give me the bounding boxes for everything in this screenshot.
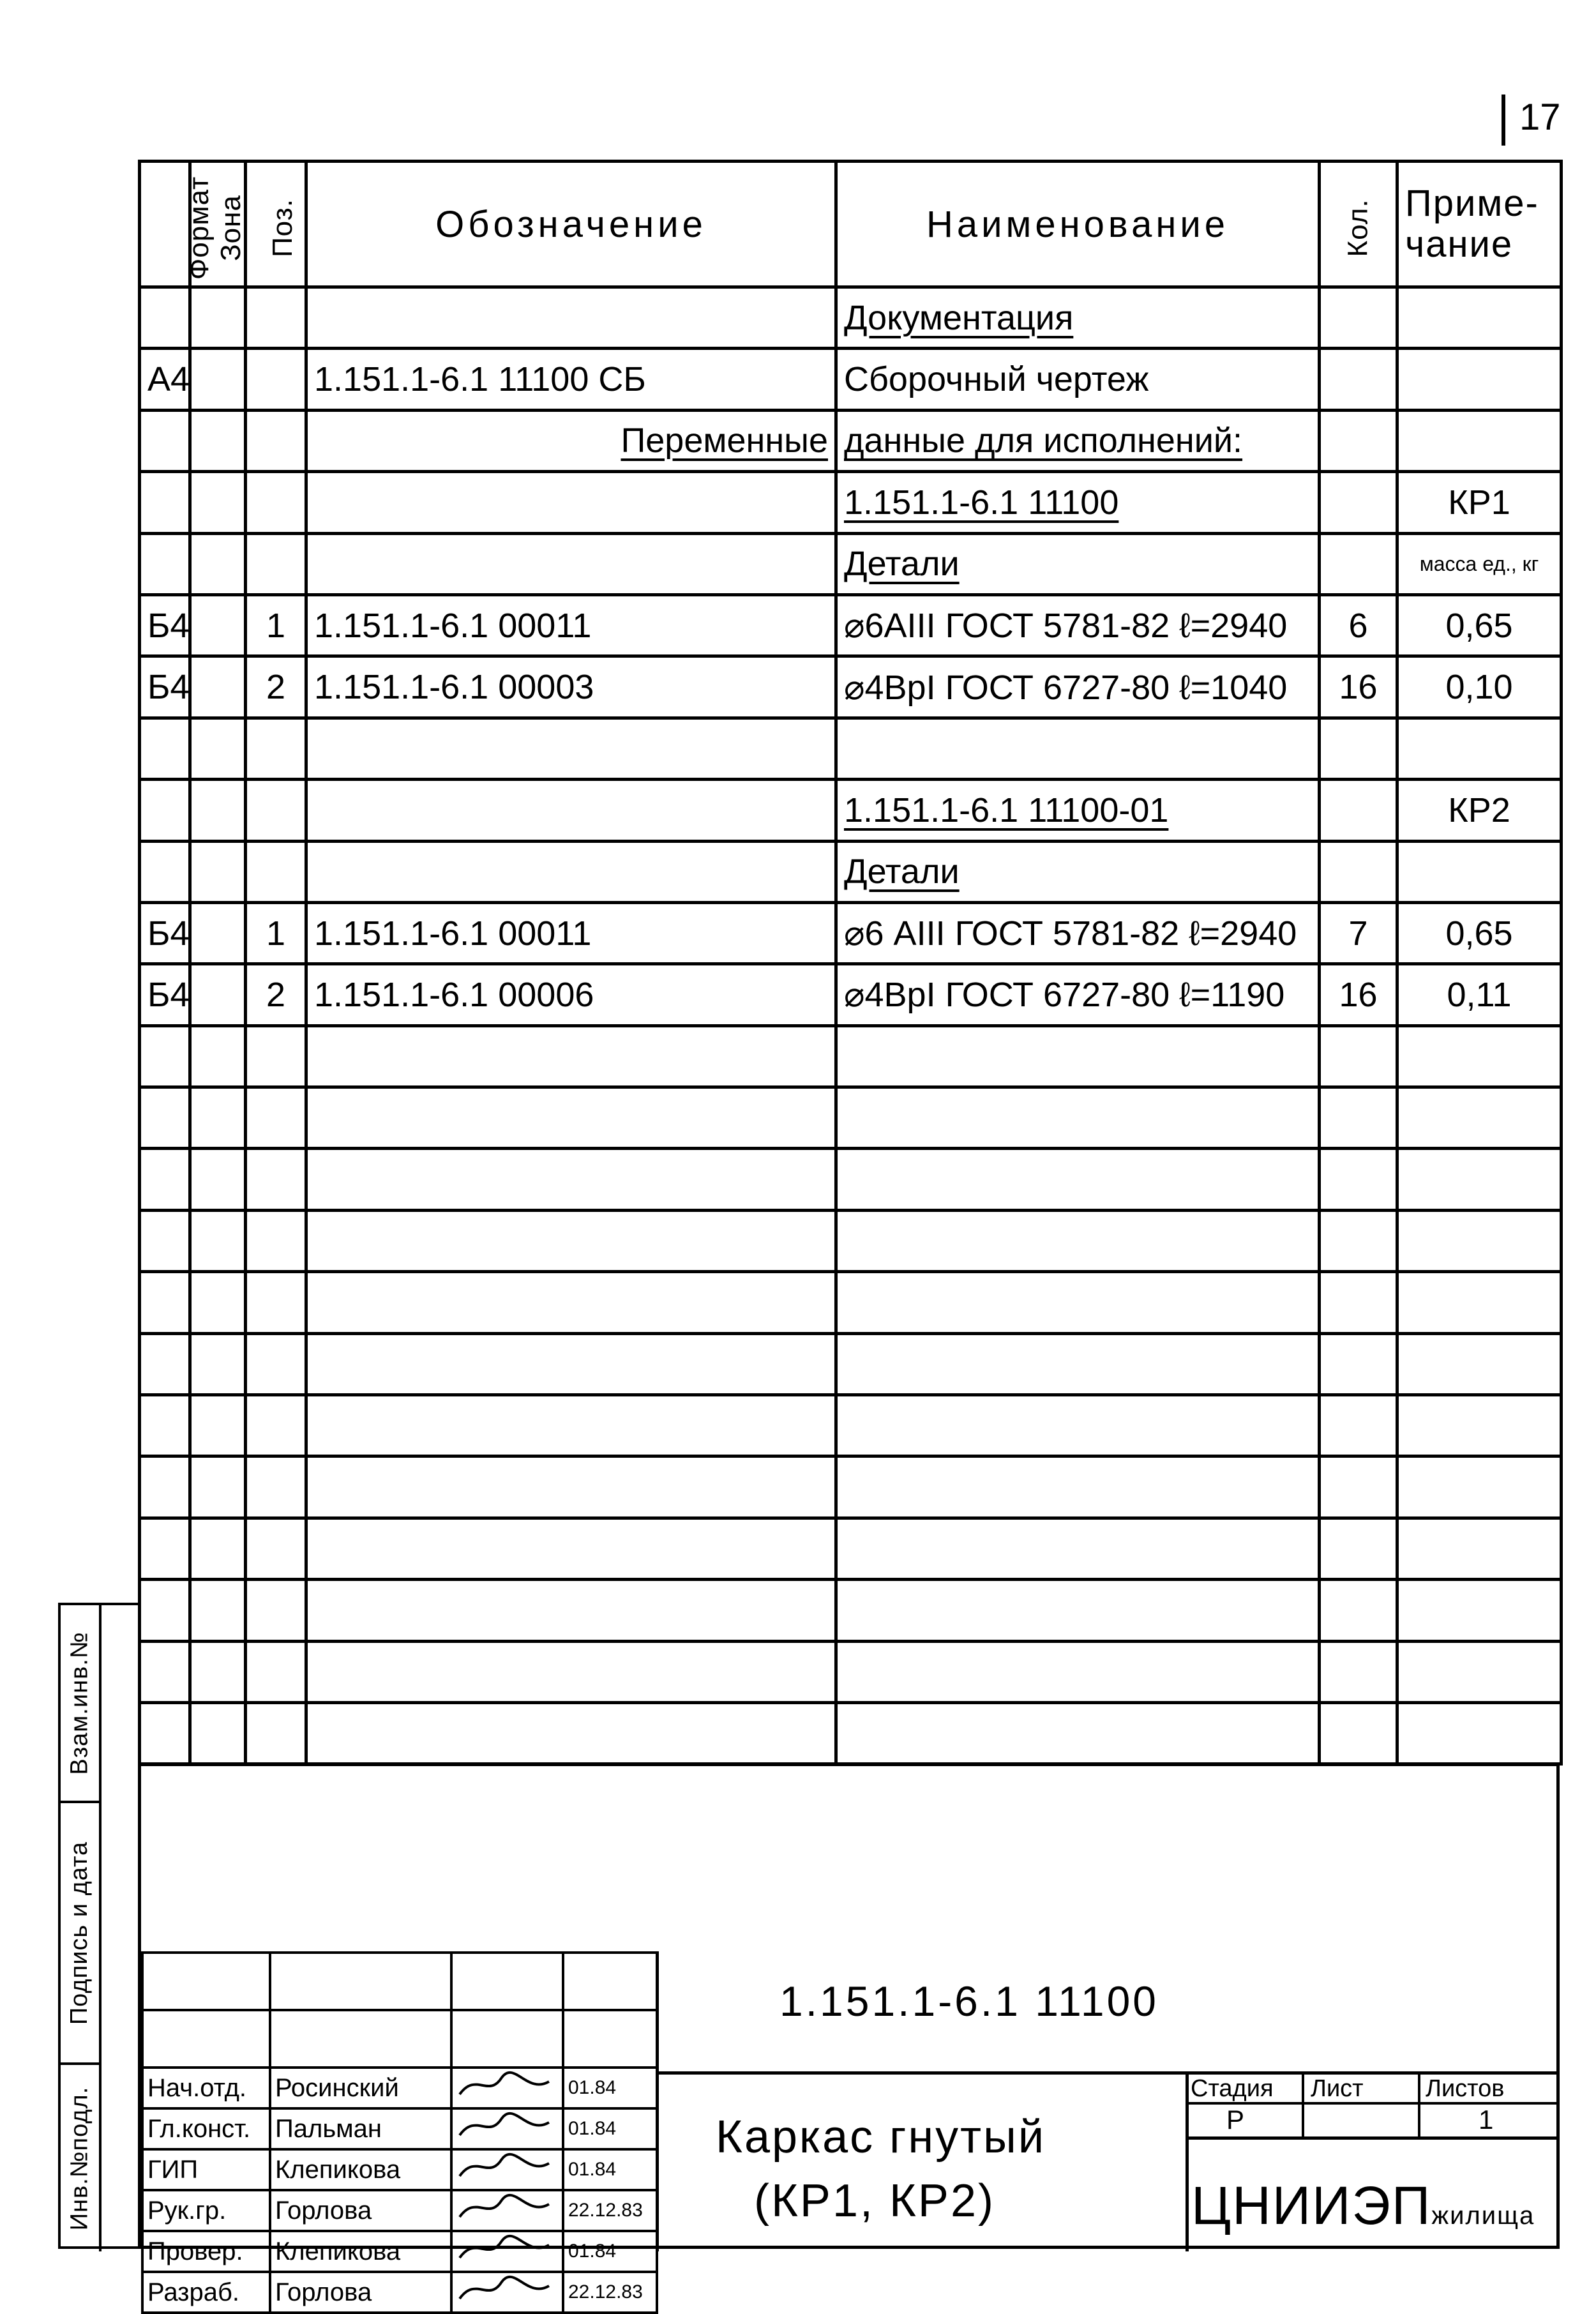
side-replaced-inv-label: Взам.инв.№ — [66, 1631, 93, 1775]
signature — [451, 2108, 563, 2149]
cell-empty — [1397, 1333, 1562, 1395]
cell-empty — [836, 1272, 1320, 1333]
signer-role: Гл.конст. — [142, 2108, 270, 2149]
cell-format — [140, 472, 190, 533]
cell-qty — [1320, 349, 1397, 410]
cell-empty — [1397, 1087, 1562, 1149]
table-row — [140, 533, 1562, 594]
cell-designation: 1.151.1-6.1 11100 СБ — [306, 349, 836, 410]
signer-row — [142, 2149, 657, 2190]
cell-empty — [836, 1087, 1320, 1149]
header-pos — [246, 162, 306, 287]
cell-empty — [190, 1333, 246, 1395]
table-row — [140, 349, 1562, 410]
cell-zone — [190, 349, 246, 410]
signer-role: Рук.гр. — [142, 2190, 270, 2231]
signer-date: 01.84 — [563, 2108, 657, 2149]
cell-empty — [1320, 1272, 1397, 1333]
stage-label: Стадия — [1191, 2075, 1274, 2102]
side-replaced-inv — [61, 1605, 99, 1803]
cell-zone — [190, 656, 246, 718]
signer-date: 22.12.83 — [563, 2190, 657, 2231]
cell-empty — [836, 1025, 1320, 1087]
cell-name: Сборочный чертеж — [836, 349, 1320, 410]
cell-format — [140, 533, 190, 594]
empty-row — [140, 1518, 1562, 1579]
page-number: 17 — [1519, 96, 1561, 138]
cell-format — [140, 287, 190, 349]
cell-designation: 1.151.1-6.1 00011 — [306, 902, 836, 964]
cell-empty — [246, 1456, 306, 1518]
signature — [451, 2231, 563, 2272]
cell-empty — [140, 1210, 190, 1271]
page-number-divider — [1502, 95, 1505, 146]
cell-empty — [1320, 1333, 1397, 1395]
cell-empty — [836, 1641, 1320, 1702]
signature-scribble — [456, 2069, 552, 2101]
header-pos-label: Поз. — [267, 198, 298, 257]
table-row — [140, 841, 1562, 902]
cell-note: КР1 — [1397, 472, 1562, 533]
cell-empty — [190, 1456, 246, 1518]
signature — [451, 2068, 563, 2108]
cell-note: 0,65 — [1397, 902, 1562, 964]
cell-empty — [1320, 1087, 1397, 1149]
cell-designation — [306, 841, 836, 902]
cell-note: 0,65 — [1397, 594, 1562, 656]
signature-scribble — [456, 2191, 552, 2223]
stage-divider — [1186, 2071, 1189, 2251]
sheet-label: Лист — [1311, 2075, 1364, 2102]
signer-date: 01.84 — [563, 2149, 657, 2190]
cell-qty: 7 — [1320, 902, 1397, 964]
empty-row — [140, 1272, 1562, 1333]
header-zone-label: Зона — [215, 194, 246, 261]
empty-row — [140, 1210, 1562, 1271]
cell-pos — [246, 780, 306, 841]
cell-designation: 1.151.1-6.1 00003 — [306, 656, 836, 718]
header-qty-label: Кол. — [1342, 198, 1374, 257]
cell-pos — [246, 472, 306, 533]
cell-pos — [246, 349, 306, 410]
cell-empty — [306, 1702, 836, 1764]
document-title-line1: Каркас гнутый — [716, 2112, 1046, 2163]
cell-empty — [140, 1025, 190, 1087]
cell-note — [1397, 841, 1562, 902]
specification-table — [138, 160, 1563, 1766]
document-code: 1.151.1-6.1 11100 — [779, 1977, 1159, 2025]
cell-empty — [1320, 1702, 1397, 1764]
cell-zone — [190, 472, 246, 533]
signer-role: Нач.отд. — [142, 2068, 270, 2108]
cell-pos: 1 — [246, 902, 306, 964]
cell-pos — [246, 410, 306, 471]
cell-name: Документация — [836, 287, 1320, 349]
cell-designation — [306, 287, 836, 349]
signer-row — [142, 2231, 657, 2272]
cell-empty — [246, 1395, 306, 1456]
cell-name: ⌀4ВрI ГОСТ 6727-80 ℓ=1190 — [836, 964, 1320, 1025]
cell-empty — [836, 1395, 1320, 1456]
cell-name: данные для исполнений: — [836, 410, 1320, 471]
cell-empty — [140, 1087, 190, 1149]
table-row — [140, 718, 1562, 779]
cell-empty — [140, 1149, 190, 1210]
cell-pos: 2 — [246, 656, 306, 718]
cell-zone — [190, 718, 246, 779]
stage-col-line — [1418, 2071, 1420, 2138]
table-row — [140, 287, 1562, 349]
cell-empty — [1320, 1641, 1397, 1702]
cell-empty — [1397, 1518, 1562, 1579]
cell-qty — [1320, 841, 1397, 902]
cell-format: Б4 — [140, 656, 190, 718]
cell-designation — [306, 472, 836, 533]
cell-empty — [1397, 1702, 1562, 1764]
cell-qty: 6 — [1320, 594, 1397, 656]
table-header — [140, 162, 1562, 287]
cell-empty — [190, 1272, 246, 1333]
signature-table — [141, 1951, 658, 2314]
cell-format: Б4 — [140, 594, 190, 656]
cell-qty: 16 — [1320, 964, 1397, 1025]
sheets-value: 1 — [1479, 2105, 1494, 2135]
cell-qty: 16 — [1320, 656, 1397, 718]
cell-empty — [1397, 1395, 1562, 1456]
table-row — [140, 594, 1562, 656]
cell-designation: 1.151.1-6.1 00011 — [306, 594, 836, 656]
cell-zone — [190, 841, 246, 902]
cell-name: Детали — [836, 841, 1320, 902]
cell-name: ⌀6 АIII ГОСТ 5781-82 ℓ=2940 — [836, 902, 1320, 964]
header-designation: Обозначение — [306, 162, 836, 287]
cell-empty — [306, 1210, 836, 1271]
sheets-label: Листов — [1426, 2075, 1505, 2102]
cell-empty — [836, 1149, 1320, 1210]
cell-empty — [1397, 1210, 1562, 1271]
side-divider — [99, 1605, 102, 2251]
cell-note: масса ед., кг — [1397, 533, 1562, 594]
cell-format: Б4 — [140, 964, 190, 1025]
cell-note — [1397, 287, 1562, 349]
cell-empty — [246, 1702, 306, 1764]
signer-name: Клепикова — [270, 2149, 451, 2190]
cell-qty — [1320, 718, 1397, 779]
cell-empty — [190, 1025, 246, 1087]
cell-empty — [246, 1518, 306, 1579]
header-qty — [1320, 162, 1397, 287]
table-row — [140, 780, 1562, 841]
cell-designation — [306, 533, 836, 594]
table-row — [140, 410, 1562, 471]
cell-pos — [246, 287, 306, 349]
title-divider-h — [656, 2071, 1560, 2075]
cell-empty — [246, 1641, 306, 1702]
cell-name: 1.151.1-6.1 11100 — [836, 472, 1320, 533]
cell-designation: 1.151.1-6.1 00006 — [306, 964, 836, 1025]
cell-pos — [246, 841, 306, 902]
empty-row — [140, 1087, 1562, 1149]
signature-scribble — [456, 2232, 552, 2264]
cell-empty — [246, 1272, 306, 1333]
cell-empty — [1320, 1518, 1397, 1579]
signer-date: 01.84 — [563, 2231, 657, 2272]
cell-format: А4 — [140, 349, 190, 410]
cell-empty — [140, 1702, 190, 1764]
header-format-label: Формат — [183, 176, 215, 280]
cell-empty — [190, 1518, 246, 1579]
signer-row — [142, 2190, 657, 2231]
cell-empty — [1320, 1456, 1397, 1518]
table-row — [140, 964, 1562, 1025]
table-row — [140, 472, 1562, 533]
cell-pos: 1 — [246, 594, 306, 656]
organization-suffix: жилища — [1431, 2202, 1535, 2230]
cell-zone — [190, 964, 246, 1025]
signer-row — [142, 2272, 657, 2313]
signer-name: Пальман — [270, 2108, 451, 2149]
cell-empty — [140, 1518, 190, 1579]
empty-row — [140, 1641, 1562, 1702]
cell-format — [140, 780, 190, 841]
side-sign-date — [61, 1803, 99, 2065]
cell-empty — [190, 1210, 246, 1271]
side-inv-orig — [61, 2065, 99, 2251]
cell-empty — [1397, 1149, 1562, 1210]
signer-name: Горлова — [270, 2272, 451, 2313]
side-sign-date-label: Подпись и дата — [66, 1841, 93, 2025]
cell-empty — [190, 1087, 246, 1149]
cell-note: КР2 — [1397, 780, 1562, 841]
cell-qty — [1320, 287, 1397, 349]
document-title-line2: (КР1, КР2) — [754, 2175, 995, 2227]
cell-empty — [836, 1580, 1320, 1641]
empty-row — [140, 1149, 1562, 1210]
cell-empty — [1397, 1641, 1562, 1702]
signature — [451, 2149, 563, 2190]
cell-empty — [140, 1272, 190, 1333]
empty-row — [140, 1333, 1562, 1395]
stage-row-line — [1186, 2136, 1560, 2140]
empty-row — [140, 1580, 1562, 1641]
cell-designation — [306, 718, 836, 779]
cell-name: 1.151.1-6.1 11100-01 — [836, 780, 1320, 841]
cell-empty — [190, 1580, 246, 1641]
cell-empty — [190, 1149, 246, 1210]
cell-empty — [190, 1395, 246, 1456]
cell-zone — [190, 287, 246, 349]
organization-main: ЦНИИЭП — [1191, 2175, 1432, 2235]
cell-qty — [1320, 472, 1397, 533]
signature — [451, 2272, 563, 2313]
cell-empty — [190, 1641, 246, 1702]
cell-empty — [306, 1580, 836, 1641]
empty-row — [140, 1025, 1562, 1087]
cell-empty — [140, 1333, 190, 1395]
cell-note — [1397, 718, 1562, 779]
signer-name: Горлова — [270, 2190, 451, 2231]
stage-col-line — [1302, 2071, 1304, 2138]
signer-date: 22.12.83 — [563, 2272, 657, 2313]
cell-empty — [836, 1456, 1320, 1518]
cell-empty — [246, 1333, 306, 1395]
cell-empty — [246, 1210, 306, 1271]
cell-empty — [1320, 1580, 1397, 1641]
cell-qty — [1320, 533, 1397, 594]
empty-row — [140, 1456, 1562, 1518]
empty-row — [140, 1702, 1562, 1764]
cell-empty — [1320, 1149, 1397, 1210]
header-name: Наименование — [836, 162, 1320, 287]
cell-format — [140, 718, 190, 779]
cell-empty — [836, 1702, 1320, 1764]
cell-name — [836, 718, 1320, 779]
signer-role: Провер. — [142, 2231, 270, 2272]
signer-name: Клепикова — [270, 2231, 451, 2272]
cell-empty — [306, 1333, 836, 1395]
cell-format — [140, 841, 190, 902]
cell-empty — [306, 1025, 836, 1087]
cell-empty — [246, 1087, 306, 1149]
cell-empty — [1320, 1395, 1397, 1456]
stage-value: Р — [1226, 2105, 1245, 2135]
table-row — [140, 656, 1562, 718]
cell-zone — [190, 780, 246, 841]
cell-empty — [190, 1702, 246, 1764]
signer-role: ГИП — [142, 2149, 270, 2190]
cell-zone — [190, 902, 246, 964]
header-format — [140, 162, 215, 287]
cell-empty — [306, 1395, 836, 1456]
cell-empty — [140, 1580, 190, 1641]
cell-empty — [1397, 1580, 1562, 1641]
organization-name — [1191, 2175, 1535, 2237]
cell-empty — [306, 1087, 836, 1149]
cell-empty — [246, 1580, 306, 1641]
signer-name: Росинский — [270, 2068, 451, 2108]
cell-empty — [1397, 1272, 1562, 1333]
cell-note — [1397, 410, 1562, 471]
cell-name: Детали — [836, 533, 1320, 594]
signer-role: Разраб. — [142, 2272, 270, 2313]
cell-empty — [1397, 1025, 1562, 1087]
cell-empty — [836, 1333, 1320, 1395]
cell-zone — [190, 410, 246, 471]
cell-empty — [836, 1210, 1320, 1271]
table-row — [140, 902, 1562, 964]
signer-row — [142, 2108, 657, 2149]
cell-empty — [306, 1149, 836, 1210]
cell-empty — [836, 1518, 1320, 1579]
cell-empty — [306, 1641, 836, 1702]
cell-empty — [1320, 1025, 1397, 1087]
title-divider-v — [656, 1951, 659, 2251]
cell-empty — [306, 1272, 836, 1333]
cell-empty — [140, 1456, 190, 1518]
side-stamp — [58, 1603, 138, 2249]
cell-format — [140, 410, 190, 471]
header-note: Приме- чание — [1397, 162, 1562, 287]
signature-scribble — [456, 2110, 552, 2142]
cell-pos — [246, 718, 306, 779]
cell-empty — [246, 1025, 306, 1087]
side-inv-orig-label: Инв.№подл. — [66, 2086, 93, 2230]
signature-scribble — [456, 2151, 552, 2182]
cell-designation — [306, 780, 836, 841]
signer-row — [142, 2068, 657, 2108]
empty-row — [140, 1395, 1562, 1456]
cell-note: 0,10 — [1397, 656, 1562, 718]
cell-empty — [1320, 1210, 1397, 1271]
cell-qty — [1320, 780, 1397, 841]
cell-format: Б4 — [140, 902, 190, 964]
cell-empty — [140, 1641, 190, 1702]
cell-name: ⌀6АIII ГОСТ 5781-82 ℓ=2940 — [836, 594, 1320, 656]
cell-zone — [190, 594, 246, 656]
cell-name: ⌀4ВрI ГОСТ 6727-80 ℓ=1040 — [836, 656, 1320, 718]
cell-note: 0,11 — [1397, 964, 1562, 1025]
cell-empty — [306, 1456, 836, 1518]
signature-scribble — [456, 2273, 552, 2305]
cell-empty — [1397, 1456, 1562, 1518]
cell-pos: 2 — [246, 964, 306, 1025]
cell-zone — [190, 533, 246, 594]
title-block — [138, 1762, 1560, 2306]
cell-empty — [140, 1395, 190, 1456]
signature — [451, 2190, 563, 2231]
cell-empty — [246, 1149, 306, 1210]
cell-note — [1397, 349, 1562, 410]
cell-designation: Переменные — [306, 410, 836, 471]
signer-date: 01.84 — [563, 2068, 657, 2108]
cell-qty — [1320, 410, 1397, 471]
cell-pos — [246, 533, 306, 594]
cell-empty — [306, 1518, 836, 1579]
